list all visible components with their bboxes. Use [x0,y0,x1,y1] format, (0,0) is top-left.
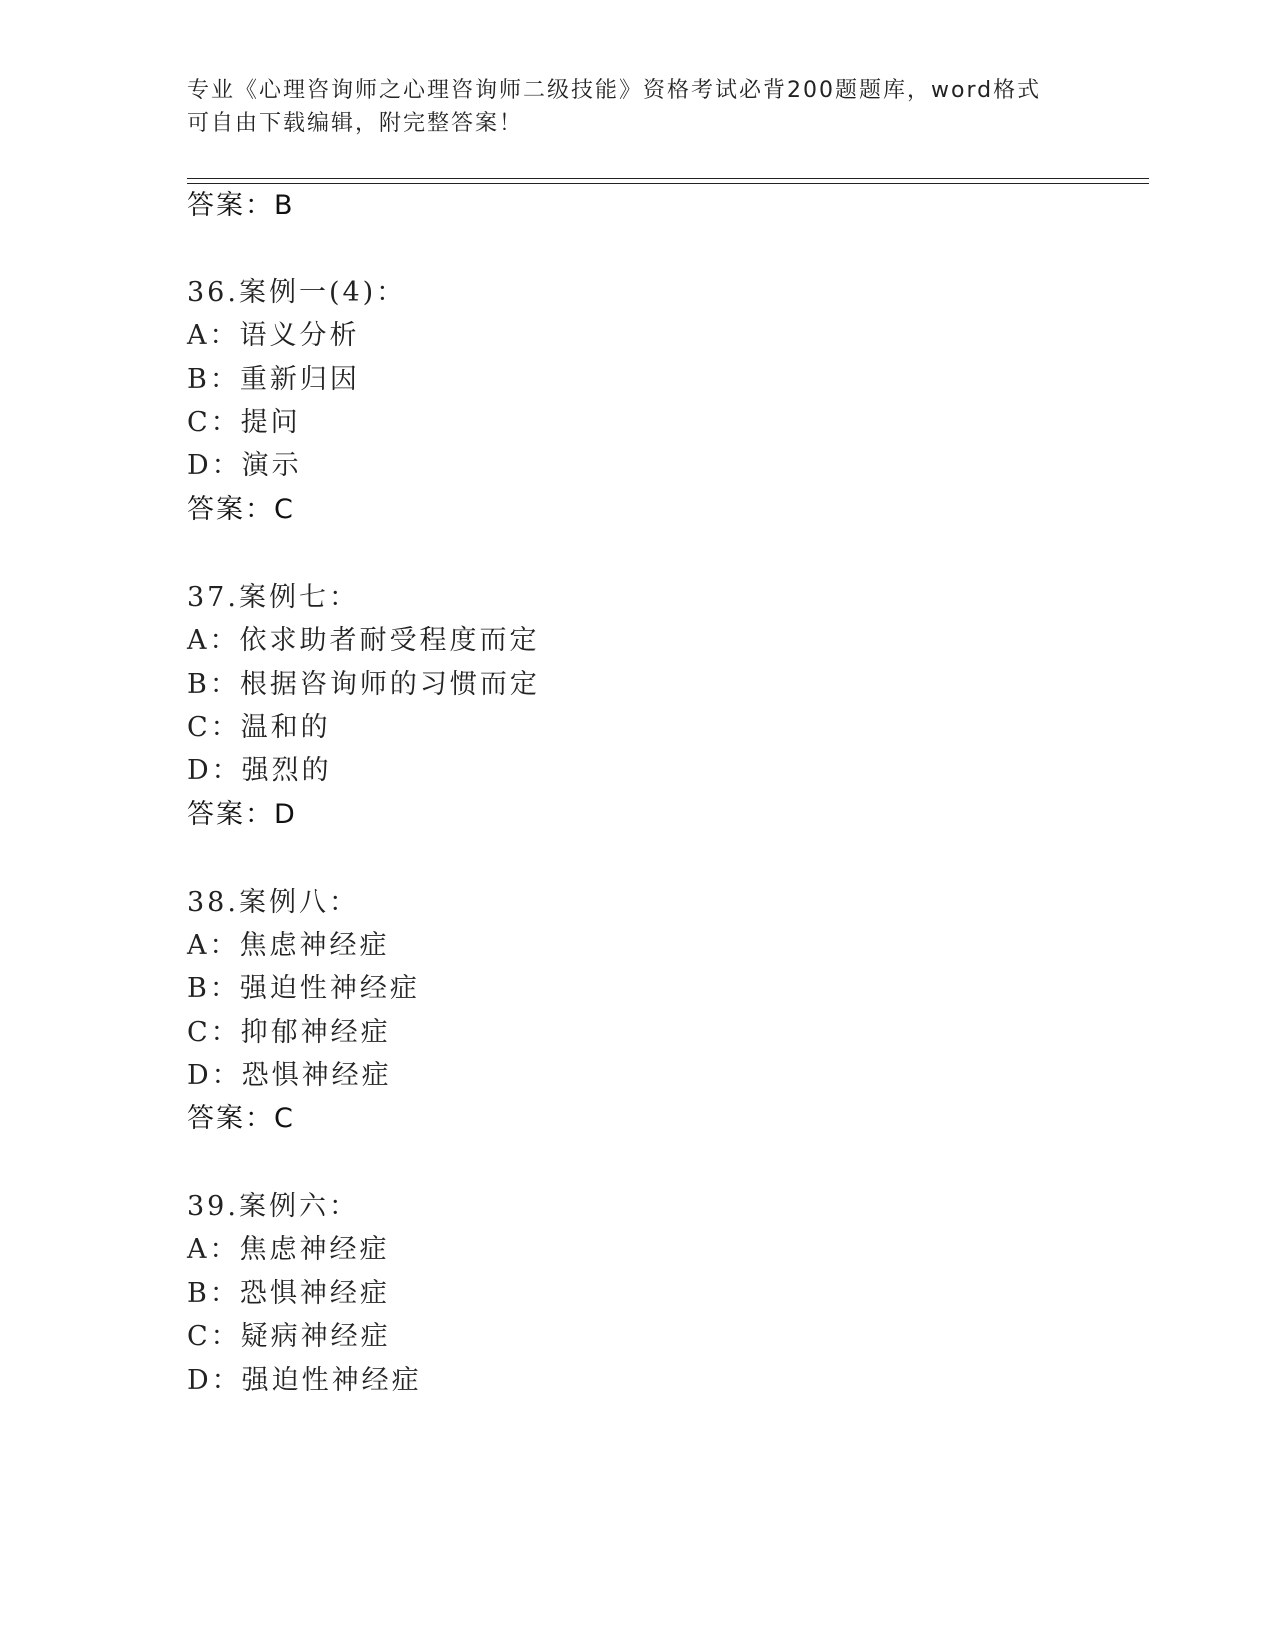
option-a: A：依求助者耐受程度而定 [187,625,540,656]
option-a: A：焦虑神经症 [187,1234,390,1265]
header-title-line-2: 可自由下载编辑，附完整答案！ [187,111,524,136]
answer-line: 答案：C [187,1103,295,1134]
header-divider-top [187,178,1149,179]
document-header [187,74,1067,140]
answer-line: 答案：D [187,799,297,830]
option-b: B：重新归因 [187,364,360,395]
option-b: B：强迫性神经症 [187,973,420,1004]
option-c: C：提问 [187,407,301,438]
option-d: D：恐惧神经症 [187,1060,392,1091]
answer-line: 答案：B [187,190,295,221]
question-stem: 36.案例一(4)： [187,277,407,308]
option-a: A：语义分析 [187,320,360,351]
option-b: B：恐惧神经症 [187,1278,390,1309]
option-b: B：根据咨询师的习惯而定 [187,669,540,700]
option-d: D：演示 [187,450,302,481]
header-title-line-1: 专业《心理咨询师之心理咨询师二级技能》资格考试必背200题题库，word格式 [187,78,1042,103]
question-stem: 37.案例七： [187,582,359,613]
option-a: A：焦虑神经症 [187,930,390,961]
option-c: C：抑郁神经症 [187,1017,391,1048]
question-stem: 39.案例六： [187,1191,359,1222]
question-stem: 38.案例八： [187,887,359,918]
answer-line: 答案：C [187,494,295,525]
header-divider-bottom [187,183,1149,184]
option-d: D：强迫性神经症 [187,1365,422,1396]
option-c: C：疑病神经症 [187,1321,391,1352]
option-c: C：温和的 [187,712,331,743]
option-d: D：强烈的 [187,755,332,786]
